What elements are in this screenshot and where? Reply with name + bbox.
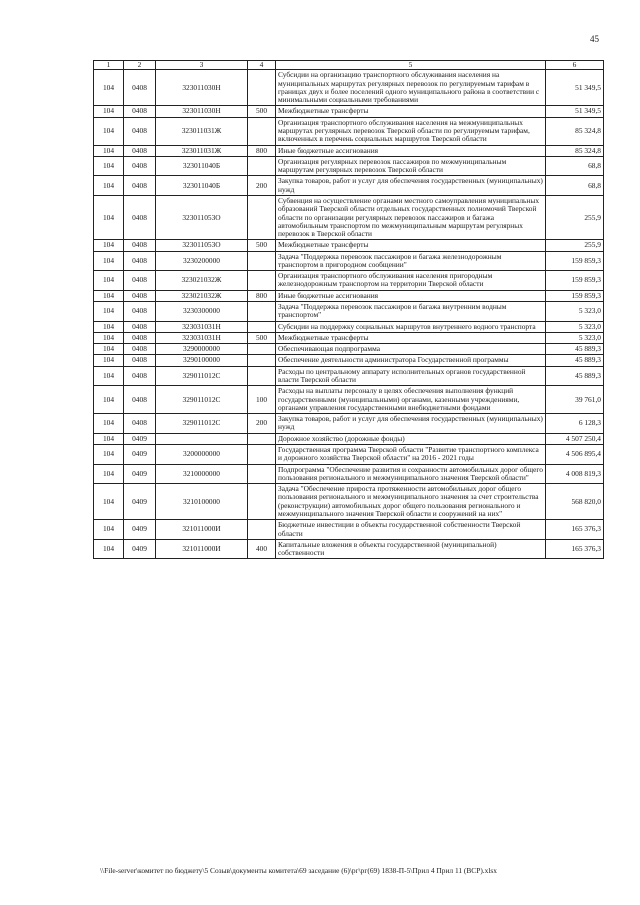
target-article-cell: 323031031Н <box>156 321 248 332</box>
page-number: 45 <box>590 34 599 44</box>
section-code-cell: 104 <box>94 520 124 540</box>
item-name-cell: Иные бюджетные ассигнования <box>276 290 546 301</box>
expense-type-cell: 500 <box>248 332 276 343</box>
amount-cell: 5 323,0 <box>546 332 604 343</box>
subsection-code-cell: 0408 <box>124 355 156 366</box>
target-article-cell: 3210000000 <box>156 464 248 484</box>
section-code-cell: 104 <box>94 70 124 106</box>
section-code-cell: 104 <box>94 302 124 322</box>
amount-cell: 255,9 <box>546 195 604 239</box>
amount-cell: 45 889,3 <box>546 344 604 355</box>
table-row <box>94 539 604 559</box>
subsection-code-cell: 0409 <box>124 520 156 540</box>
section-code-cell: 104 <box>94 321 124 332</box>
subsection-code-cell: 0408 <box>124 414 156 434</box>
subsection-code-cell: 0409 <box>124 444 156 464</box>
target-article-cell: 323031031Н <box>156 332 248 343</box>
subsection-code-cell: 0408 <box>124 386 156 414</box>
target-article-cell: 321011000И <box>156 539 248 559</box>
amount-cell: 4 507 250,4 <box>546 433 604 444</box>
expense-type-cell <box>248 321 276 332</box>
expense-type-cell <box>248 117 276 145</box>
amount-cell: 568 820,0 <box>546 484 604 520</box>
amount-cell: 165 376,3 <box>546 520 604 540</box>
expense-type-cell <box>248 366 276 386</box>
amount-cell: 45 889,3 <box>546 355 604 366</box>
target-article-cell: 3200000000 <box>156 444 248 464</box>
table-row <box>94 520 604 540</box>
amount-cell: 51 349,5 <box>546 70 604 106</box>
expense-type-cell <box>248 251 276 271</box>
expense-type-cell <box>248 344 276 355</box>
section-code-cell: 104 <box>94 344 124 355</box>
amount-cell: 5 323,0 <box>546 302 604 322</box>
subsection-code-cell: 0409 <box>124 539 156 559</box>
item-name-cell: Иные бюджетные ассигнования <box>276 145 546 156</box>
item-name-cell: Закупка товаров, работ и услуг для обеспечения государственных (муниципальных) нужд <box>276 414 546 434</box>
section-code-cell: 104 <box>94 240 124 251</box>
table-row <box>94 444 604 464</box>
target-article-cell: 323011030Н <box>156 70 248 106</box>
expense-type-cell: 100 <box>248 386 276 414</box>
item-name-cell: Межбюджетные трансферты <box>276 332 546 343</box>
table-header-row <box>94 61 604 70</box>
table-row <box>94 106 604 117</box>
item-name-cell: Расходы на выплаты персоналу в целях обеспечения выполнения функций государственными (муниципальными) органами, казенными учреждениями, органами управления государственными внебюджетными фондами <box>276 386 546 414</box>
column-header: 2 <box>124 61 156 70</box>
table-row <box>94 251 604 271</box>
section-code-cell: 104 <box>94 117 124 145</box>
subsection-code-cell: 0408 <box>124 70 156 106</box>
section-code-cell: 104 <box>94 176 124 196</box>
table-row <box>94 344 604 355</box>
item-name-cell: Закупка товаров, работ и услуг для обеспечения государственных (муниципальных) нужд <box>276 176 546 196</box>
target-article-cell: 323011031Ж <box>156 117 248 145</box>
subsection-code-cell: 0408 <box>124 145 156 156</box>
table-row <box>94 302 604 322</box>
amount-cell: 159 859,3 <box>546 290 604 301</box>
table-row <box>94 271 604 291</box>
item-name-cell: Задача "Поддержка перевозок пассажиров и багажа внутренним водным транспортом" <box>276 302 546 322</box>
section-code-cell: 104 <box>94 271 124 291</box>
expense-type-cell <box>248 271 276 291</box>
column-header: 6 <box>546 61 604 70</box>
expense-type-cell <box>248 70 276 106</box>
column-header: 4 <box>248 61 276 70</box>
target-article-cell: 329011012С <box>156 386 248 414</box>
item-name-cell: Капитальные вложения в объекты государственной (муниципальной) собственности <box>276 539 546 559</box>
amount-cell: 165 376,3 <box>546 539 604 559</box>
item-name-cell: Обеспечение деятельности администратора Государственной программы <box>276 355 546 366</box>
section-code-cell: 104 <box>94 251 124 271</box>
target-article-cell: 323011040Б <box>156 176 248 196</box>
target-article-cell: 3230200000 <box>156 251 248 271</box>
section-code-cell: 104 <box>94 355 124 366</box>
target-article-cell: 321011000И <box>156 520 248 540</box>
expense-type-cell <box>248 433 276 444</box>
target-article-cell: 323011030Н <box>156 106 248 117</box>
table-row <box>94 366 604 386</box>
item-name-cell: Субвенция на осуществление органами местного самоуправления муниципальных образований Тверской области отдельных государственных полномочий Тверской области по организации регулярных перевозок пассажиров и багажа автомобильным транспортом по межмуниципальным маршрутам регулярных перевозок в Тверской области <box>276 195 546 239</box>
subsection-code-cell: 0408 <box>124 195 156 239</box>
table-row <box>94 195 604 239</box>
subsection-code-cell: 0408 <box>124 251 156 271</box>
table-row <box>94 176 604 196</box>
item-name-cell: Задача "Обеспечение прироста протяженности автомобильных дорог общего пользования регионального и межмуниципального значения за счет строительства (реконструкции) автомобильных дорог общего пользования регионального и межмуниципального значения Тверской области и сооружений на них" <box>276 484 546 520</box>
expense-type-cell: 200 <box>248 414 276 434</box>
subsection-code-cell: 0408 <box>124 117 156 145</box>
item-name-cell: Расходы по центральному аппарату исполнительных органов государственной власти Тверской области <box>276 366 546 386</box>
target-article-cell: 3290100000 <box>156 355 248 366</box>
section-code-cell: 104 <box>94 366 124 386</box>
subsection-code-cell: 0409 <box>124 433 156 444</box>
expense-type-cell <box>248 156 276 176</box>
subsection-code-cell: 0408 <box>124 321 156 332</box>
expense-type-cell <box>248 520 276 540</box>
table-row <box>94 145 604 156</box>
table-row <box>94 332 604 343</box>
amount-cell: 4 506 895,4 <box>546 444 604 464</box>
target-article-cell: 323021032Ж <box>156 271 248 291</box>
expense-type-cell <box>248 302 276 322</box>
table-row <box>94 464 604 484</box>
subsection-code-cell: 0408 <box>124 332 156 343</box>
expense-type-cell <box>248 484 276 520</box>
section-code-cell: 104 <box>94 156 124 176</box>
section-code-cell: 104 <box>94 464 124 484</box>
target-article-cell: 329011012С <box>156 414 248 434</box>
expense-type-cell: 800 <box>248 145 276 156</box>
item-name-cell: Организация транспортного обслуживания населения пригородным железнодорожным транспортом на территории Тверской области <box>276 271 546 291</box>
column-header: 3 <box>156 61 248 70</box>
subsection-code-cell: 0408 <box>124 290 156 301</box>
section-code-cell: 104 <box>94 145 124 156</box>
item-name-cell: Обеспечивающая подпрограмма <box>276 344 546 355</box>
item-name-cell: Субсидии на организацию транспортного обслуживания населения на муниципальных маршрутах регулярных перевозок по регулируемым тарифам в границах двух и более поселений одного муниципального района в соответствии с минимальными социальными требованиями <box>276 70 546 106</box>
item-name-cell: Межбюджетные трансферты <box>276 106 546 117</box>
amount-cell: 68,8 <box>546 156 604 176</box>
expense-type-cell <box>248 464 276 484</box>
table-row <box>94 433 604 444</box>
target-article-cell: 3210100000 <box>156 484 248 520</box>
budget-table <box>93 60 604 559</box>
target-article-cell: 323011053О <box>156 240 248 251</box>
section-code-cell: 104 <box>94 332 124 343</box>
item-name-cell: Организация регулярных перевозок пассажиров по межмуниципальным маршрутам регулярных перевозок Тверской области <box>276 156 546 176</box>
table-row <box>94 70 604 106</box>
item-name-cell: Дорожное хозяйство (дорожные фонды) <box>276 433 546 444</box>
column-header: 1 <box>94 61 124 70</box>
file-path-footer: \\File-server\комитет по бюджету\5 Созыв\документы комитета\69 заседание (6)\рг\рг(69) 1838-П-5\Прил 4 Прил 11 (ВСР).xlsx <box>100 866 497 875</box>
amount-cell: 4 008 819,3 <box>546 464 604 484</box>
expense-type-cell <box>248 444 276 464</box>
amount-cell: 5 323,0 <box>546 321 604 332</box>
section-code-cell: 104 <box>94 106 124 117</box>
item-name-cell: Бюджетные инвестиции в объекты государственной собственности Тверской области <box>276 520 546 540</box>
target-article-cell: 3230300000 <box>156 302 248 322</box>
expense-type-cell <box>248 355 276 366</box>
table-row <box>94 240 604 251</box>
section-code-cell: 104 <box>94 386 124 414</box>
target-article-cell: 329011012С <box>156 366 248 386</box>
expense-type-cell: 200 <box>248 176 276 196</box>
amount-cell: 39 761,0 <box>546 386 604 414</box>
expense-type-cell: 400 <box>248 539 276 559</box>
table-row <box>94 386 604 414</box>
table-row <box>94 321 604 332</box>
subsection-code-cell: 0409 <box>124 464 156 484</box>
section-code-cell: 104 <box>94 414 124 434</box>
subsection-code-cell: 0408 <box>124 302 156 322</box>
expense-type-cell <box>248 195 276 239</box>
amount-cell: 159 859,3 <box>546 251 604 271</box>
target-article-cell: 323011053О <box>156 195 248 239</box>
subsection-code-cell: 0408 <box>124 106 156 117</box>
expense-type-cell: 800 <box>248 290 276 301</box>
target-article-cell: 323011031Ж <box>156 145 248 156</box>
target-article-cell: 323011040Б <box>156 156 248 176</box>
expense-type-cell: 500 <box>248 240 276 251</box>
item-name-cell: Подпрограмма "Обеспечение развития и сохранности автомобильных дорог общего пользования регионального и межмуниципального значения Тверской области" <box>276 464 546 484</box>
amount-cell: 6 128,3 <box>546 414 604 434</box>
item-name-cell: Межбюджетные трансферты <box>276 240 546 251</box>
section-code-cell: 104 <box>94 433 124 444</box>
item-name-cell: Субсидии на поддержку социальных маршрутов внутреннего водного транспорта <box>276 321 546 332</box>
subsection-code-cell: 0408 <box>124 176 156 196</box>
item-name-cell: Государственная программа Тверской области "Развитие транспортного комплекса и дорожного хозяйства Тверской области" на 2016 - 2021 годы <box>276 444 546 464</box>
table-row <box>94 117 604 145</box>
section-code-cell: 104 <box>94 195 124 239</box>
subsection-code-cell: 0408 <box>124 271 156 291</box>
subsection-code-cell: 0409 <box>124 484 156 520</box>
subsection-code-cell: 0408 <box>124 156 156 176</box>
target-article-cell: 323021032Ж <box>156 290 248 301</box>
column-header: 5 <box>276 61 546 70</box>
amount-cell: 255,9 <box>546 240 604 251</box>
subsection-code-cell: 0408 <box>124 240 156 251</box>
table-row <box>94 156 604 176</box>
amount-cell: 159 859,3 <box>546 271 604 291</box>
section-code-cell: 104 <box>94 444 124 464</box>
subsection-code-cell: 0408 <box>124 366 156 386</box>
table-row <box>94 355 604 366</box>
amount-cell: 45 889,3 <box>546 366 604 386</box>
section-code-cell: 104 <box>94 539 124 559</box>
target-article-cell <box>156 433 248 444</box>
subsection-code-cell: 0408 <box>124 344 156 355</box>
section-code-cell: 104 <box>94 484 124 520</box>
table-row <box>94 414 604 434</box>
item-name-cell: Организация транспортного обслуживания населения на межмуниципальных маршрутах регулярных перевозок Тверской области по регулируемым тарифам, включенных в перечень социальных маршрутов Тверской области <box>276 117 546 145</box>
amount-cell: 85 324,8 <box>546 145 604 156</box>
item-name-cell: Задача "Поддержка перевозок пассажиров и багажа железнодорожным транспортом в пригородном сообщении" <box>276 251 546 271</box>
amount-cell: 85 324,8 <box>546 117 604 145</box>
table-row <box>94 484 604 520</box>
section-code-cell: 104 <box>94 290 124 301</box>
amount-cell: 51 349,5 <box>546 106 604 117</box>
amount-cell: 68,8 <box>546 176 604 196</box>
target-article-cell: 3290000000 <box>156 344 248 355</box>
table-row <box>94 290 604 301</box>
expense-type-cell: 500 <box>248 106 276 117</box>
